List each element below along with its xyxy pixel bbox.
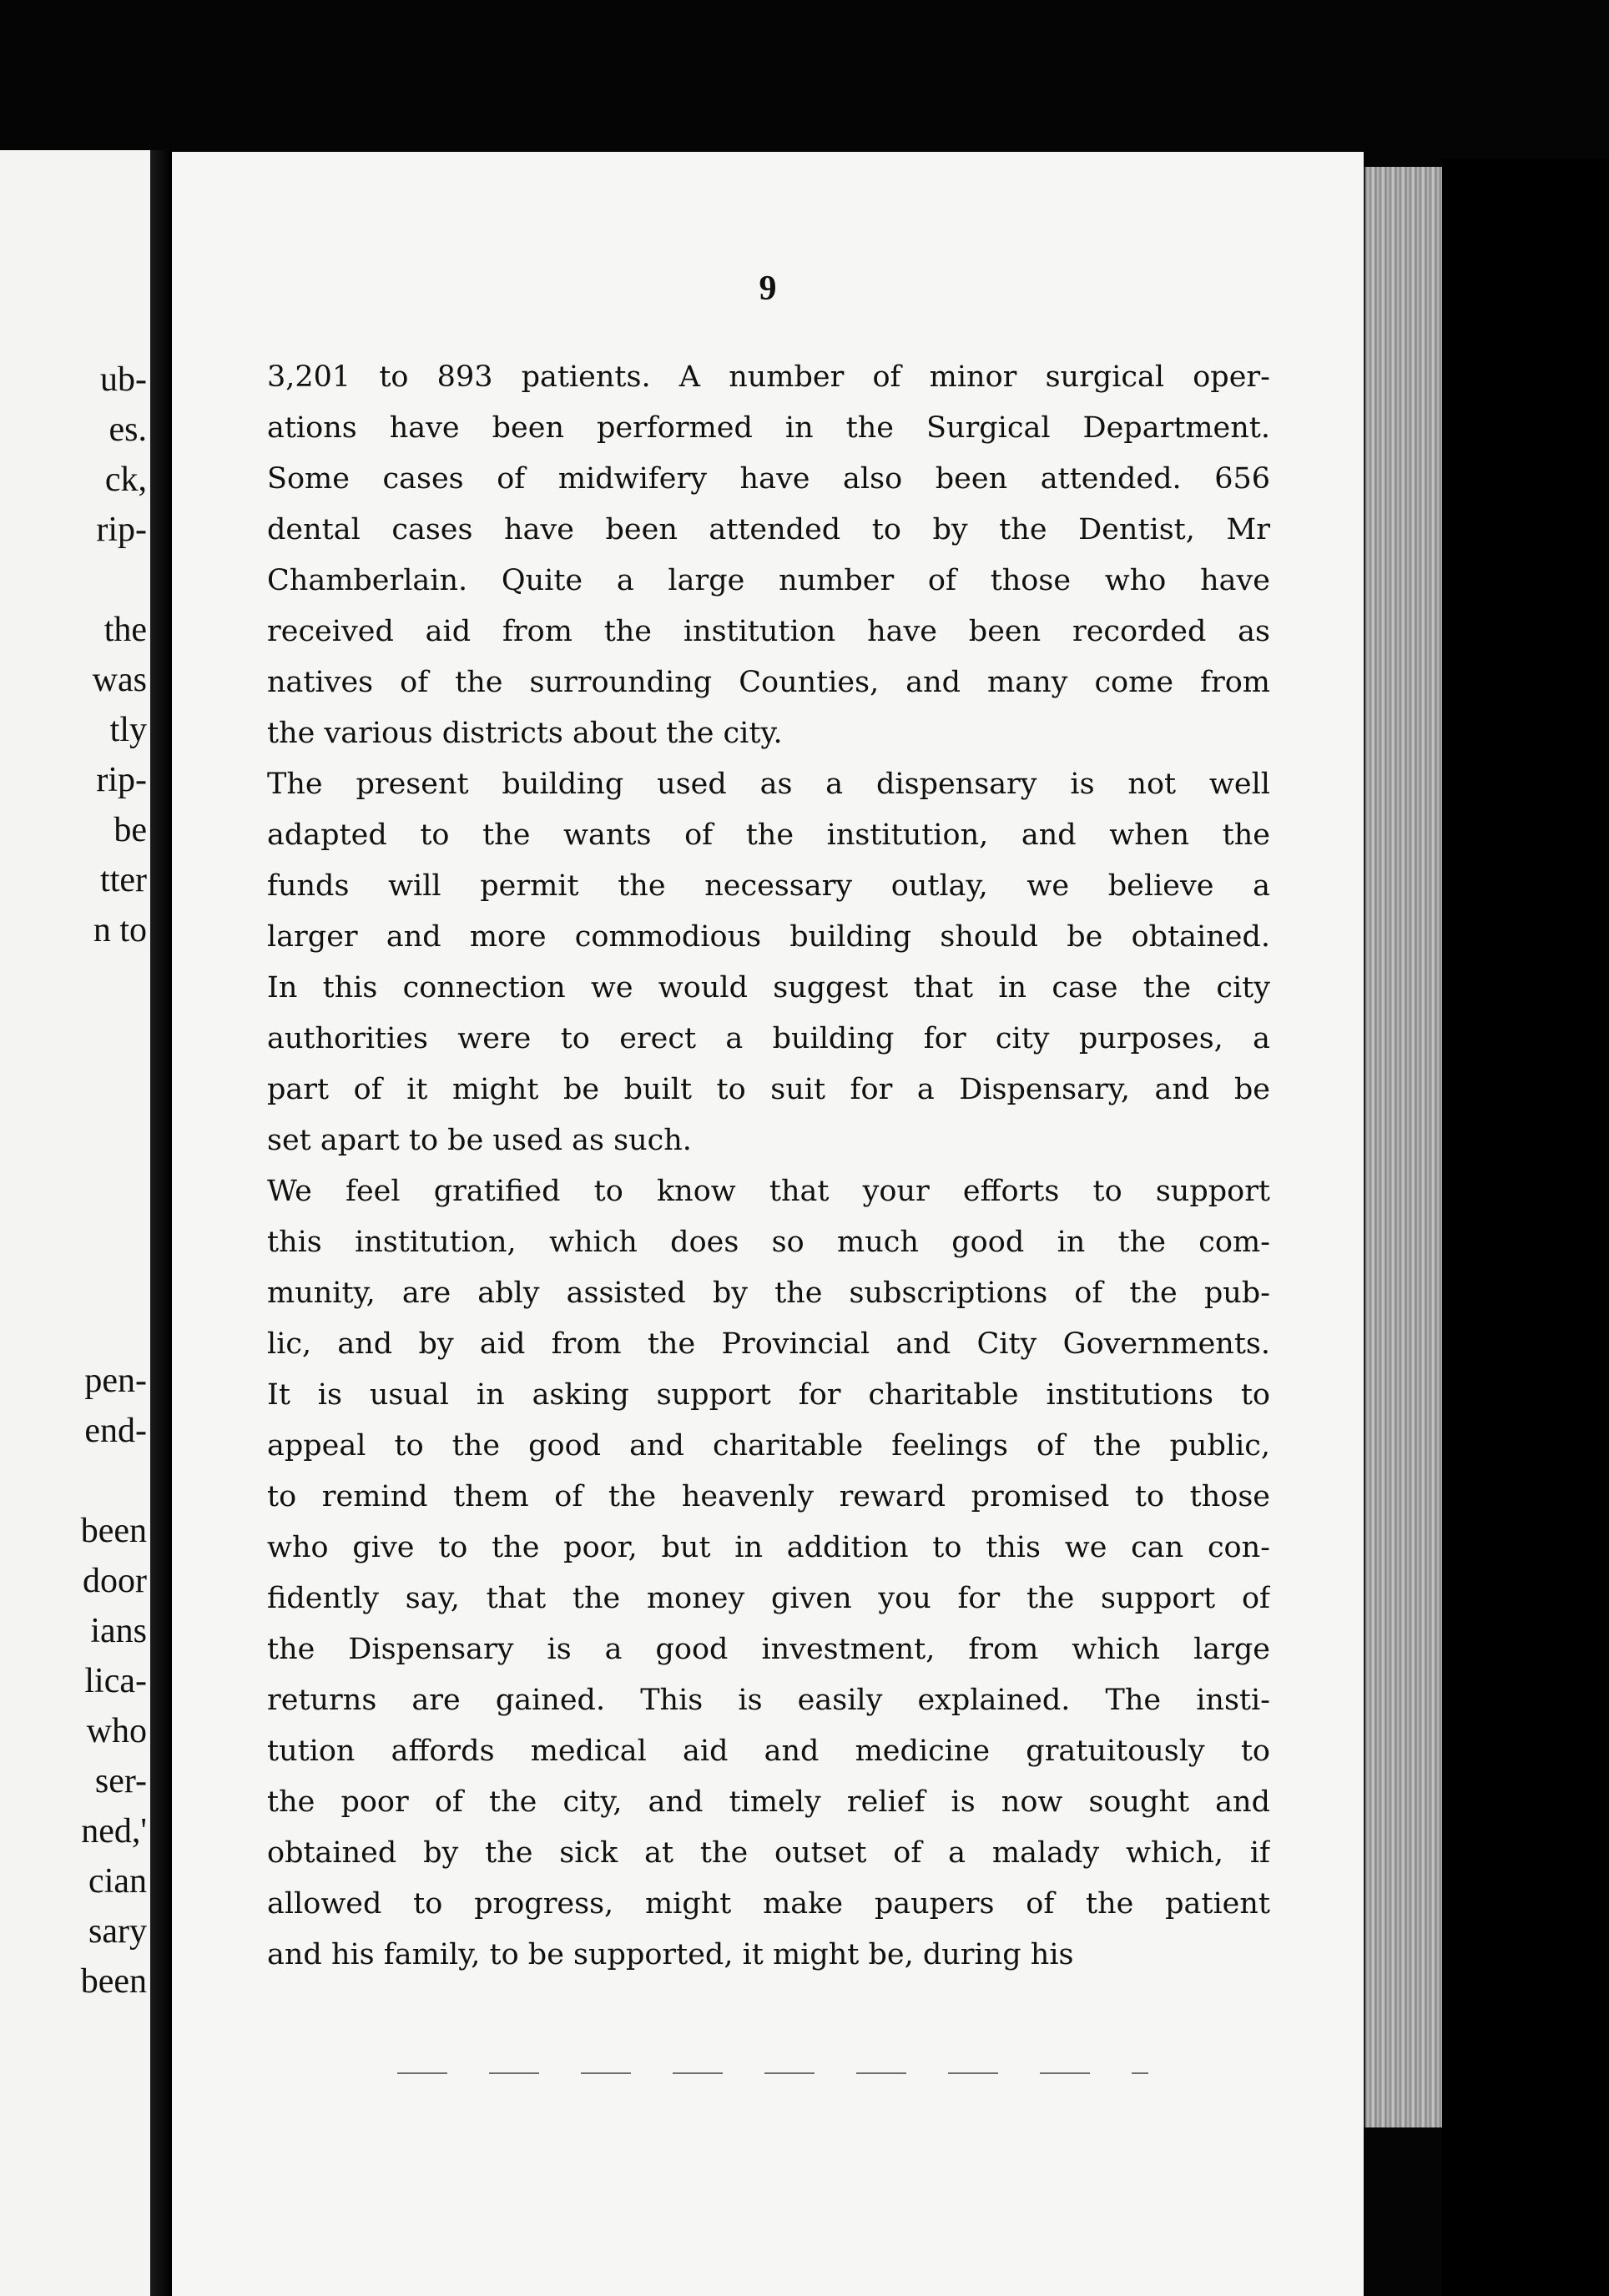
left-page-fragment [81,555,147,605]
left-page-fragment: who [86,1712,147,1750]
text-line: tution affords medical aid and medicine gratuitously to [267,1735,1270,1768]
left-page-fragment: ned,' [81,1812,147,1850]
text-line: Chamberlain. Quite a large number of those who have [267,564,1270,597]
text-line: set apart to be used as such. [267,1124,692,1157]
text-line: In this connection we would suggest that in case the city [267,971,1270,1004]
left-page-fragment: cian [88,1862,147,1901]
left-page-fragment [81,955,147,1005]
text-line: It is usual in asking support for charitable institutions to [267,1378,1270,1412]
left-page-fragment [81,1206,147,1256]
text-line: ations have been performed in the Surgical Department. [267,411,1270,445]
text-line: part of it might be built to suit for a Dispensary, and be [267,1073,1270,1106]
bottom-ink-marks [397,2072,1148,2074]
left-page-fragment [81,1456,147,1506]
text-line: The present building used as a dispensary is not well [267,768,1270,801]
text-line: received aid from the institution have been recorded as [267,615,1270,648]
left-page-fragment: ians [90,1612,147,1650]
text-line: and his family, to be supported, it might be, during his [267,1938,1074,1971]
page-number: 9 [759,269,777,308]
left-page-fragment: ser- [94,1762,147,1800]
left-page-fragment: pen- [84,1362,147,1400]
text-line: obtained by the sick at the outset of a malady which, if [267,1836,1270,1870]
left-page-fragment: been [80,1962,147,2001]
left-page-fragment: the [103,611,147,649]
left-page-fragment: n to [93,911,147,949]
text-line: fidently say, that the money given you for the support of [267,1582,1270,1615]
text-line: funds will permit the necessary outlay, we believe a [267,869,1270,903]
left-page-fragment: been [80,1512,147,1550]
left-page-fragment [81,1105,147,1156]
page-block-edges [1364,167,1444,2127]
left-page-fragment [81,1005,147,1055]
text-line: 3,201 to 893 patients. A number of minor surgical oper- [267,360,1270,394]
left-page-fragment: door [83,1562,147,1600]
left-page-fragment: lica- [84,1662,147,1700]
text-line: appeal to the good and charitable feelings of the public, [267,1429,1270,1463]
left-page-fragment [81,1306,147,1356]
left-page-fragment: ck, [104,461,147,499]
left-page-fragment: rip- [96,511,147,549]
left-page-fragment: ub- [100,360,147,399]
text-line: adapted to the wants of the institution, and when the [267,818,1270,852]
paragraph-2 [267,759,1270,1166]
paragraph-1 [267,352,1270,759]
left-page-fragment [81,1055,147,1105]
book-gutter [150,150,172,2296]
left-page-fragment: sary [88,1912,147,1951]
text-line: the poor of the city, and timely relief is now sought and [267,1785,1270,1819]
text-line: larger and more commodious building should be obtained. [267,920,1270,954]
left-page-fragment: end- [84,1412,147,1450]
text-line: munity, are ably assisted by the subscriptions of the pub- [267,1276,1270,1310]
text-line: returns are gained. This is easily explained. The insti- [267,1684,1270,1717]
left-page-fragment: es. [108,410,147,449]
left-page-fragment: tly [109,711,147,749]
right-page [172,152,1364,2296]
left-page-fragment: rip- [96,761,147,799]
left-page-fragment: be [113,811,147,849]
left-page-fragment: tter [100,861,147,899]
left-page-fragment [81,1156,147,1206]
text-line: natives of the surrounding Counties, and many come from [267,666,1270,699]
text-line: who give to the poor, but in addition to this we can con- [267,1531,1270,1564]
text-line: authorities were to erect a building for city purposes, a [267,1022,1270,1055]
left-page-fragment: was [92,661,147,699]
text-line: We feel gratified to know that your efforts to support [267,1175,1270,1208]
body-text [267,352,1270,1981]
text-line: the Dispensary is a good investment, from which large [267,1633,1270,1666]
left-page-text-fragments [81,355,147,2006]
paragraph-3 [267,1166,1270,1981]
text-line: this institution, which does so much good in the com- [267,1226,1270,1259]
text-line: lic, and by aid from the Provincial and City Governments. [267,1327,1270,1361]
left-page [0,150,150,2296]
text-line: to remind them of the heavenly reward promised to those [267,1480,1270,1513]
text-line: dental cases have been attended to by the Dentist, Mr [267,513,1270,546]
scan-border-right [1442,159,1609,2296]
text-line: the various districts about the city. [267,717,783,750]
text-line: allowed to progress, might make paupers of the patient [267,1887,1270,1921]
text-line: Some cases of midwifery have also been attended. 656 [267,462,1270,496]
left-page-fragment [81,1256,147,1306]
